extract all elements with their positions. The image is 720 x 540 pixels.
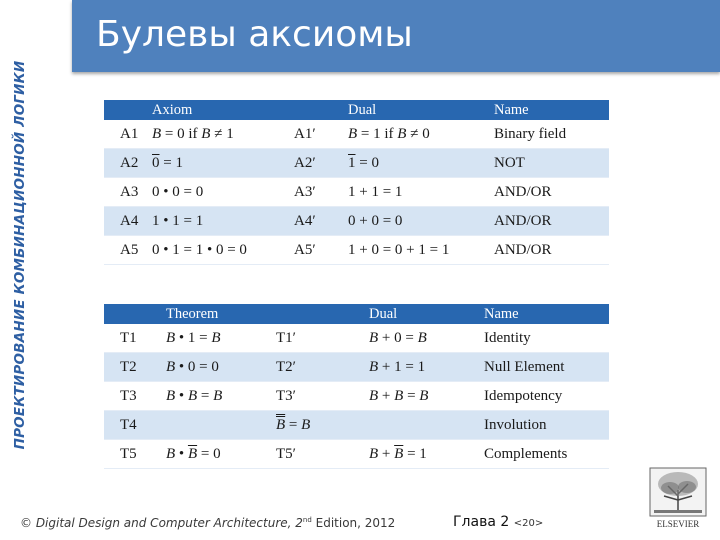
axiom-expression: 0 = 1: [152, 149, 294, 178]
logo-wordmark: ELSEVIER: [656, 519, 700, 529]
theorem-name: Null Element: [484, 353, 609, 382]
axiom-name: AND/OR: [494, 207, 609, 236]
theorem-dual-expression: $B + \overline{B} = 1$: [369, 440, 484, 469]
axioms-header-name: Name: [494, 100, 609, 120]
theorem-expression: B • 1 = B: [166, 324, 276, 353]
axiom-id: A2: [104, 149, 152, 178]
table-row: [104, 382, 609, 411]
elsevier-logo: [648, 466, 708, 530]
axiom-id: A3: [104, 178, 152, 207]
table-row: [104, 440, 609, 469]
axioms-header-dual: Dual: [348, 100, 494, 120]
axiom-name: NOT: [494, 149, 609, 178]
theorem-id: T3: [104, 382, 166, 411]
theorem-id: T5: [104, 440, 166, 469]
axiom-expression: 0 • 0 = 0: [152, 178, 294, 207]
theorem-dual-id: T3′: [276, 382, 369, 411]
axiom-dual-id: A2′: [294, 149, 348, 178]
theorem-expression: B • B = B: [166, 382, 276, 411]
title-bar: [72, 0, 720, 72]
theorem-dual-expression: B = B: [276, 411, 484, 440]
theorem-name: Involution: [484, 411, 609, 440]
axiom-dual-id: A5′: [294, 236, 348, 265]
side-section-title: ПРОЕКТИРОВАНИЕ КОМБИНАЦИОННОЙ ЛОГИКИ: [12, 60, 28, 450]
theorem-id: T1: [104, 324, 166, 353]
table-row: [104, 411, 609, 440]
axiom-dual-id: A3′: [294, 178, 348, 207]
table-row: [104, 120, 609, 149]
theorem-dual-id: T5′: [276, 440, 369, 469]
axiom-id: A5: [104, 236, 152, 265]
theorems-header-name: Name: [484, 304, 609, 324]
axiom-id: A4: [104, 207, 152, 236]
slide-title: Булевы аксиомы: [96, 14, 413, 55]
theorem-expression: B • 0 = 0: [166, 353, 276, 382]
table-row: [104, 178, 609, 207]
theorem-dual-expression: B + 0 = B: [369, 324, 484, 353]
theorem-dual-expression: B + B = B: [369, 382, 484, 411]
axiom-dual-expression: 1 + 0 = 0 + 1 = 1: [348, 236, 494, 265]
axioms-header-axiom: Axiom: [152, 100, 294, 120]
theorems-table: [104, 304, 609, 474]
footer-copyright: © Digital Design and Computer Architecture, 2nd Edition, 2012: [20, 516, 396, 530]
theorem-expression: B • $\overline{B} = 0$: [166, 440, 276, 469]
axiom-dual-expression: 1 = 0: [348, 149, 494, 178]
footer-chapter: Глава 2 <20>: [453, 514, 544, 530]
axiom-expression: 1 • 1 = 1: [152, 207, 294, 236]
axioms-table: [104, 100, 609, 265]
theorem-name: Identity: [484, 324, 609, 353]
table-row: [104, 149, 609, 178]
theorem-id: T4: [104, 411, 166, 440]
table-row: [104, 207, 609, 236]
table-row: [104, 236, 609, 265]
table-row: [104, 353, 609, 382]
theorems-header-theorem: Theorem: [166, 304, 276, 324]
theorem-dual-expression: B + 1 = 1: [369, 353, 484, 382]
axiom-expression: 0 • 1 = 1 • 0 = 0: [152, 236, 294, 265]
axiom-id: A1: [104, 120, 152, 149]
theorem-id: T2: [104, 353, 166, 382]
axiom-dual-id: A4′: [294, 207, 348, 236]
theorem-dual-id: T2′: [276, 353, 369, 382]
theorem-dual-id: T1′: [276, 324, 369, 353]
theorem-name: Complements: [484, 440, 609, 469]
theorem-name: Idempotency: [484, 382, 609, 411]
axiom-dual-expression: 0 + 0 = 0: [348, 207, 494, 236]
axiom-name: AND/OR: [494, 236, 609, 265]
axioms-header-row: [104, 100, 609, 120]
page-number: <20>: [513, 518, 544, 529]
theorems-header-dual: Dual: [369, 304, 484, 324]
axiom-name: AND/OR: [494, 178, 609, 207]
theorems-header-row: [104, 304, 609, 324]
axiom-name: Binary field: [494, 120, 609, 149]
axiom-dual-expression: B = 1 if B ≠ 0: [348, 120, 494, 149]
axiom-dual-id: A1′: [294, 120, 348, 149]
axiom-expression: B = 0 if B ≠ 1: [152, 120, 294, 149]
axiom-dual-expression: 1 + 1 = 1: [348, 178, 494, 207]
table-row: [104, 324, 609, 353]
